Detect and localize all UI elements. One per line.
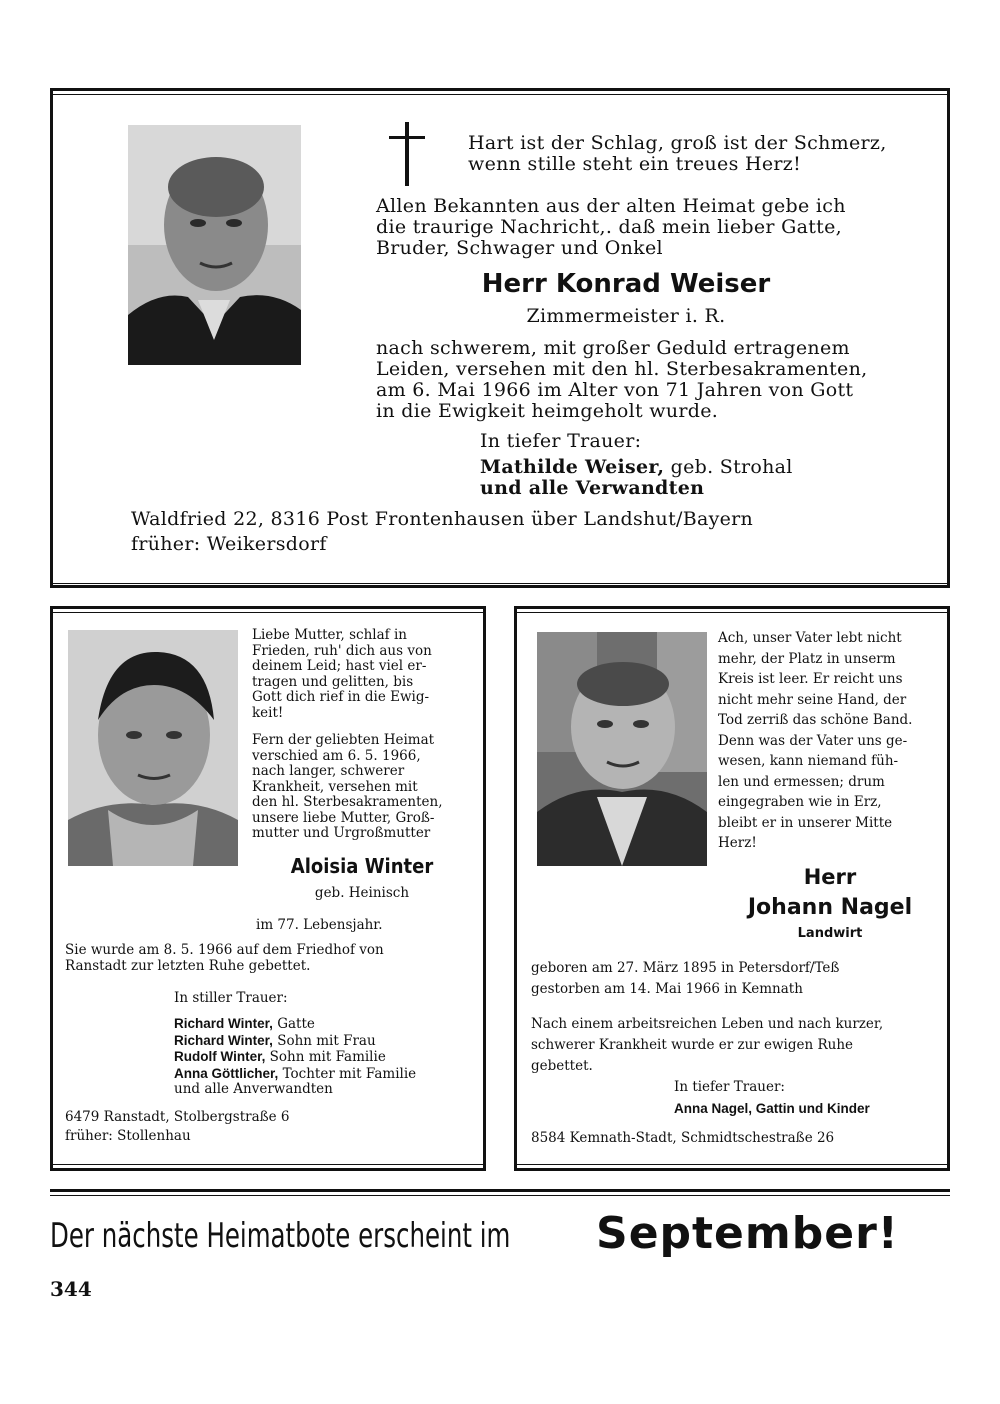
portrait-aloisia-winter bbox=[68, 630, 238, 866]
page-number: 344 bbox=[50, 1277, 92, 1301]
deceased-name-aloisia: Aloisia Winter bbox=[290, 854, 434, 878]
right-body-line1: Nach einem arbeitsreichen Leben und nach kurzer, bbox=[531, 1016, 884, 1032]
left-mourner-line bbox=[174, 1016, 470, 1033]
right-verse-line: mehr, der Platz in unserm bbox=[718, 650, 896, 667]
top-frame-inner-rule bbox=[50, 94, 950, 95]
right-mourners: Anna Nagel, Gattin und Kinder bbox=[674, 1101, 870, 1116]
top-intro-line1: Allen Bekannten aus der alten Heimat gebe ich bbox=[376, 195, 846, 217]
left-address-line2: früher: Stollenhau bbox=[65, 1127, 191, 1144]
deceased-age-aloisia: im 77. Lebensjahr. bbox=[256, 917, 383, 933]
top-body-line3: am 6. Mai 1966 im Alter von 71 Jahren von Gott bbox=[376, 379, 854, 401]
left-mourner-name: Richard Winter, bbox=[174, 1032, 273, 1048]
left-frame-inner-rule bbox=[50, 612, 486, 613]
left-mourning-label: In stiller Trauer: bbox=[174, 990, 288, 1006]
right-born-line: geboren am 27. März 1895 in Petersdorf/Teß bbox=[531, 960, 840, 976]
left-mourner-rest: Sohn mit Frau bbox=[277, 1032, 376, 1049]
top-intro-line3: Bruder, Schwager und Onkel bbox=[376, 237, 663, 259]
left-verse-line: Liebe Mutter, schlaf in bbox=[252, 627, 407, 643]
top-body-line4: in die Ewigkeit heimgeholt wurde. bbox=[376, 400, 719, 422]
right-verse-line: Denn was der Vater uns ge- bbox=[718, 732, 908, 749]
left-body-line: verschied am 6. 5. 1966, bbox=[252, 747, 421, 764]
left-body-line: unsere liebe Mutter, Groß- bbox=[252, 809, 435, 826]
right-verse-line: Ach, unser Vater lebt nicht bbox=[718, 630, 902, 646]
right-died-line: gestorben am 14. Mai 1966 in Kemnath bbox=[531, 981, 803, 997]
top-address-line2: früher: Weikersdorf bbox=[131, 533, 327, 555]
right-mourning-label: In tiefer Trauer: bbox=[674, 1079, 785, 1095]
left-mourner-line bbox=[174, 1033, 470, 1050]
top-verse-line2: wenn stille steht ein treues Herz! bbox=[468, 153, 802, 175]
right-verse-line: Tod zerriß das schöne Band. bbox=[718, 712, 913, 728]
right-verse-line: Kreis ist leer. Er reicht uns bbox=[718, 671, 903, 687]
top-body-line1: nach schwerem, mit großer Geduld ertragenem bbox=[376, 337, 850, 359]
right-verse-line: Herz! bbox=[718, 835, 757, 851]
top-mourner-line bbox=[480, 457, 880, 478]
left-verse-line: deinem Leid; hast viel er- bbox=[252, 658, 427, 674]
deceased-title-konrad: Zimmermeister i. R. bbox=[526, 305, 726, 327]
left-mourner-rest: Gatte bbox=[277, 1016, 315, 1032]
left-body-line: nach langer, schwerer bbox=[252, 763, 405, 779]
left-mourner-name: Richard Winter, bbox=[174, 1016, 273, 1031]
top-mourner-rest: geb. Strohal bbox=[670, 456, 793, 478]
top-verse-line1: Hart ist der Schlag, groß ist der Schmerz, bbox=[468, 132, 887, 154]
left-address-line1: 6479 Ranstadt, Stolbergstraße 6 bbox=[65, 1109, 290, 1125]
footer-separator-rule-thin bbox=[50, 1195, 950, 1196]
deceased-honorific-nagel: Herr bbox=[803, 865, 857, 889]
left-mourners-tail: und alle Anverwandten bbox=[174, 1081, 333, 1097]
cross-icon bbox=[389, 122, 425, 186]
right-verse-line: len und ermessen; drum bbox=[718, 773, 885, 790]
right-frame-inner-rule-bottom bbox=[514, 1164, 950, 1165]
left-body-line: Fern der geliebten Heimat bbox=[252, 732, 435, 748]
footer-announcement: Der nächste Heimatbote erscheint im bbox=[50, 1216, 511, 1256]
top-mourner-name: Mathilde Weiser, bbox=[480, 456, 665, 478]
left-burial-line2: Ranstadt zur letzten Ruhe gebettet. bbox=[65, 957, 311, 974]
left-burial-line1: Sie wurde am 8. 5. 1966 auf dem Friedhof von bbox=[65, 942, 384, 958]
top-intro-line2: die traurige Nachricht,. daß mein lieber Gatte, bbox=[376, 216, 842, 238]
top-relatives: und alle Verwandten bbox=[480, 477, 705, 499]
top-body-line2: Leiden, versehen mit den hl. Sterbesakramenten, bbox=[376, 358, 868, 380]
top-address-line1: Waldfried 22, 8316 Post Frontenhausen über Landshut/Bayern bbox=[131, 508, 754, 530]
left-mourner-rest: Tochter mit Familie bbox=[282, 1065, 417, 1082]
left-verse-line: tragen und gelitten, bis bbox=[252, 673, 414, 690]
top-mourning-label: In tiefer Trauer: bbox=[480, 430, 642, 452]
left-mourner-line bbox=[174, 1049, 470, 1066]
deceased-birth-name-aloisia: geb. Heinisch bbox=[314, 885, 410, 901]
left-mourner-line bbox=[174, 1066, 470, 1083]
right-verse-line: nicht mehr seine Hand, der bbox=[718, 691, 907, 708]
right-verse-line: bleibt er in unserer Mitte bbox=[718, 814, 893, 831]
left-mourner-name: Rudolf Winter, bbox=[174, 1049, 266, 1064]
portrait-johann-nagel bbox=[537, 632, 707, 866]
right-body-line2: schwerer Krankheit wurde er zur ewigen Ruhe bbox=[531, 1037, 854, 1053]
footer-month: September! bbox=[596, 1208, 899, 1259]
portrait-konrad-weiser bbox=[128, 125, 301, 365]
right-body-line3: gebettet. bbox=[531, 1058, 593, 1074]
right-verse-line: wesen, kann niemand füh- bbox=[718, 753, 899, 769]
left-mourner-name: Anna Göttlicher, bbox=[174, 1065, 279, 1081]
left-verse-line: Frieden, ruh' dich aus von bbox=[252, 642, 432, 659]
left-verse-line: Gott dich rief in die Ewig- bbox=[252, 689, 430, 705]
right-address: 8584 Kemnath-Stadt, Schmidtschestraße 26 bbox=[531, 1130, 835, 1146]
footer-separator-rule bbox=[50, 1189, 950, 1192]
left-body-line: Krankheit, versehen mit bbox=[252, 778, 418, 795]
left-body-line: den hl. Sterbesakramenten, bbox=[252, 794, 443, 810]
right-frame-inner-rule bbox=[514, 612, 950, 613]
left-body-line: mutter und Urgroßmutter bbox=[252, 825, 431, 841]
deceased-name-nagel: Johann Nagel bbox=[747, 895, 913, 920]
deceased-name-konrad: Herr Konrad Weiser bbox=[481, 269, 771, 299]
left-frame-inner-rule-bottom bbox=[50, 1164, 486, 1165]
right-verse-line: eingegraben wie in Erz, bbox=[718, 794, 882, 810]
left-mourner-rest: Sohn mit Familie bbox=[269, 1049, 386, 1065]
top-frame-inner-rule-bottom bbox=[50, 583, 950, 584]
deceased-occupation-nagel: Landwirt bbox=[797, 926, 863, 941]
left-verse-line: keit! bbox=[252, 704, 284, 721]
